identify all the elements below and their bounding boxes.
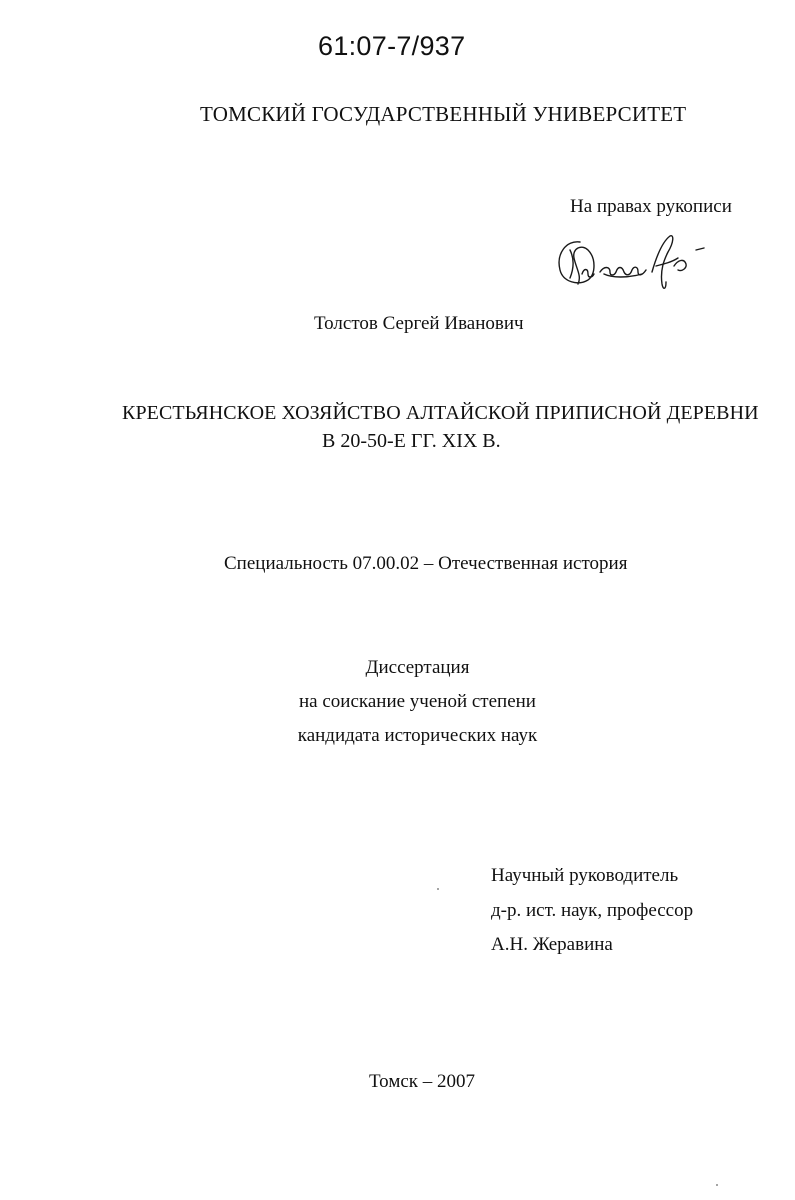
supervisor-name: А.Н. Жеравина xyxy=(491,934,613,955)
supervisor-role: Научный руководитель xyxy=(491,865,679,886)
rights-note: На правах рукописи xyxy=(570,196,732,217)
scan-speck xyxy=(716,1184,718,1186)
dissertation-degree: кандидата исторических наук xyxy=(297,725,538,746)
thesis-title-line-1: КРЕСТЬЯНСКОЕ ХОЗЯЙСТВО АЛТАЙСКОЙ ПРИПИСНОЙ ДЕРЕВНИ xyxy=(122,402,759,424)
specialty: Специальность 07.00.02 – Отечественная история xyxy=(224,553,628,574)
university-name: ТОМСКИЙ ГОСУДАРСТВЕННЫЙ УНИВЕРСИТЕТ xyxy=(200,102,687,126)
dissertation-label: Диссертация xyxy=(365,657,470,678)
scan-speck xyxy=(437,888,439,890)
dissertation-purpose: на соискание ученой степени xyxy=(299,691,536,712)
signature-icon xyxy=(552,228,712,298)
thesis-title-line-2: В 20-50-Е ГГ. XIX В. xyxy=(322,430,501,452)
catalog-number: 61:07-7/937 xyxy=(318,31,466,61)
supervisor-degree: д-р. ист. наук, профессор xyxy=(491,900,694,921)
city-year: Томск – 2007 xyxy=(369,1071,476,1092)
author-name: Толстов Сергей Иванович xyxy=(314,313,524,334)
